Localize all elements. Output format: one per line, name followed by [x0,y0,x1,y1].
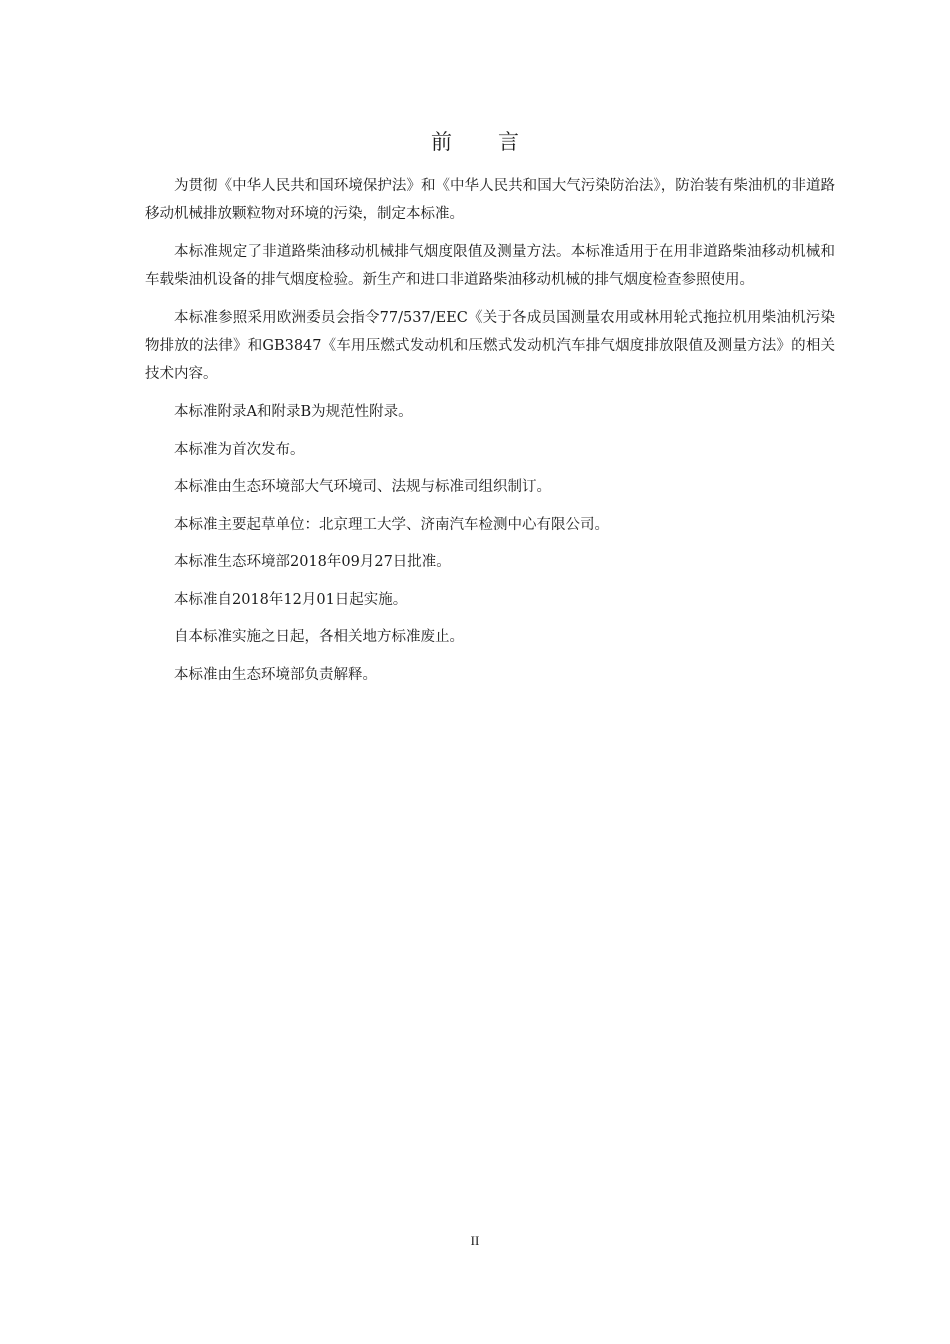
paragraph-purpose: 为贯彻《中华人民共和国环境保护法》和《中华人民共和国大气污染防治法》，防治装有柴油机的非道路移动机械排放颗粒物对环境的污染，制定本标准。 [145,178,835,222]
document-body [145,172,835,698]
paragraph-approval-date: 本标准生态环境部2018年09月27日批准。 [174,554,451,570]
paragraph-references: 本标准参照采用欧洲委员会指令77/537/EEC《关于各成员国测量农用或林用轮式拖拉机用柴油机污染物排放的法律》和GB3847《车用压燃式发动机和压燃式发动机汽车排气烟度排放限值及测量方法》的相关技术内容。 [145,310,835,382]
page-title: 前言 [431,130,565,154]
paragraph-first-release: 本标准为首次发布。 [174,441,305,458]
paragraph-effective-date: 本标准自2018年12月01日起实施。 [174,591,408,608]
paragraph-organizer: 本标准由生态环境部大气环境司、法规与标准司组织制订。 [174,479,551,495]
page-number: II [470,1233,480,1248]
paragraph-interpretation: 本标准由生态环境部负责解释。 [174,666,377,683]
paragraph-repeal: 自本标准实施之日起，各相关地方标准废止。 [174,629,464,645]
paragraph-scope: 本标准规定了非道路柴油移动机械排气烟度限值及测量方法。本标准适用于在用非道路柴油移动机械和车载柴油机设备的排气烟度检验。新生产和进口非道路柴油移动机械的排气烟度检查参照使用。 [145,244,835,288]
paragraph-appendix: 本标准附录A和附录B为规范性附录。 [174,404,413,420]
paragraph-drafters: 本标准主要起草单位：北京理工大学、济南汽车检测中心有限公司。 [174,516,609,533]
